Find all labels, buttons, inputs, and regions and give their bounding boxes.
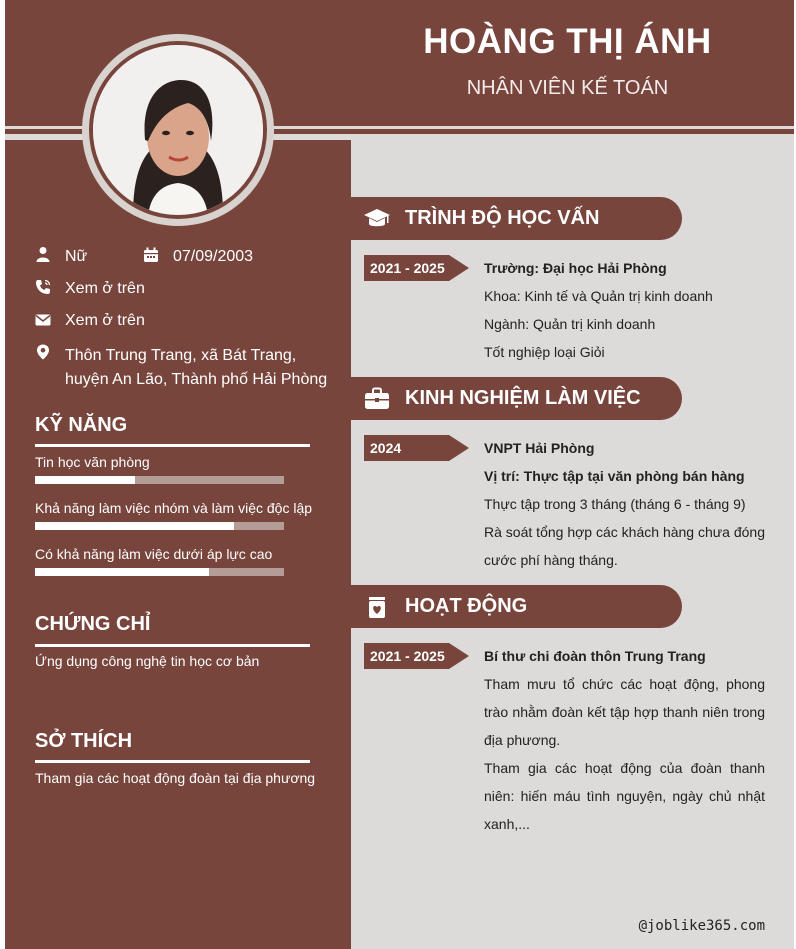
experience-title: KINH NGHIỆM LÀM VIỆC (405, 387, 641, 409)
phone-icon (35, 279, 51, 295)
education-faculty: Khoa: Kinh tế và Quản trị kinh doanh (484, 288, 713, 304)
activities-title: HOẠT ĐỘNG (405, 595, 528, 617)
candidate-name: HOÀNG THỊ ÁNH (423, 22, 712, 61)
experience-line-1: Thực tập trong 3 tháng (tháng 6 - tháng 9) (484, 496, 746, 512)
gender-value: Nữ (65, 248, 88, 265)
watermark: @joblike365.com (638, 918, 765, 934)
activities-date: 2021 - 2025 (364, 643, 449, 669)
certificates-title: CHỨNG CHỈ (35, 613, 151, 635)
skill-bar-fill-2 (35, 522, 234, 530)
sidebar (5, 140, 351, 949)
activities-header (351, 585, 682, 628)
email-value: Xem ở trên (65, 312, 145, 329)
experience-position: Vị trí: Thực tập tại văn phòng bán hàng (484, 468, 745, 484)
skill-bar-2 (35, 522, 284, 530)
heart-badge-icon (363, 593, 391, 621)
graduation-cap-icon (363, 205, 391, 233)
skill-label-1: Tin học văn phòng (35, 454, 150, 470)
education-major: Ngành: Quản trị kinh doanh (484, 316, 656, 332)
certificates-divider (35, 644, 310, 647)
birth-date: 07/09/2003 (173, 248, 254, 265)
skill-label-2: Khả năng làm việc nhóm và làm việc độc lập (35, 500, 313, 516)
hobbies-divider (35, 760, 310, 763)
activities-role: Bí thư chi đoàn thôn Trung Trang (484, 648, 706, 664)
profile-photo-frame (82, 34, 274, 226)
cv-page (5, 0, 794, 949)
certificate-item: Ứng dụng công nghệ tin học cơ bản (35, 653, 260, 669)
briefcase-icon (363, 385, 391, 413)
experience-line-2: Rà soát tổng hợp các khách hàng chưa đóng cước phí hàng tháng. (484, 524, 765, 568)
education-grade: Tốt nghiệp loại Giỏi (484, 344, 605, 360)
education-title: TRÌNH ĐỘ HỌC VẤN (405, 207, 600, 229)
activities-line-1: Tham mưu tổ chức các hoạt động, phong trào nhằm đoàn kết tập hợp thanh niên trong địa phương. (484, 676, 765, 748)
email-icon (35, 312, 51, 328)
skill-bar-fill-1 (35, 476, 135, 484)
address (65, 344, 327, 392)
experience-header (351, 377, 682, 420)
job-title: NHÂN VIÊN KẾ TOÁN (466, 77, 669, 99)
education-school: Trường: Đại học Hải Phòng (484, 260, 667, 276)
address-line-2: huyện An Lão, Thành phố Hải Phòng (65, 371, 328, 388)
profile-photo (93, 45, 263, 215)
address-line-1: Thôn Trung Trang, xã Bát Trang, (65, 347, 297, 364)
education-header (351, 197, 682, 240)
calendar-icon (143, 247, 159, 263)
person-icon (35, 246, 51, 262)
phone-value: Xem ở trên (65, 280, 145, 297)
skill-bar-fill-3 (35, 568, 209, 576)
experience-company: VNPT Hải Phòng (484, 440, 595, 456)
hobbies-title: SỞ THÍCH (35, 730, 133, 752)
skill-bar-3 (35, 568, 284, 576)
education-date: 2021 - 2025 (364, 255, 449, 281)
skills-divider (35, 444, 310, 447)
location-pin-icon (35, 344, 51, 360)
skill-label-3: Có khả năng làm việc dưới áp lực cao (35, 546, 273, 562)
skills-title: KỸ NĂNG (35, 414, 128, 436)
experience-date: 2024 (364, 435, 449, 461)
activities-line-2: Tham gia các hoạt động của đoàn thanh niên: hiến máu tình nguyện, ngày chủ nhật xanh,... (484, 760, 765, 832)
skill-bar-1 (35, 476, 284, 484)
hobby-item: Tham gia các hoạt động đoàn tại địa phương (35, 770, 316, 786)
